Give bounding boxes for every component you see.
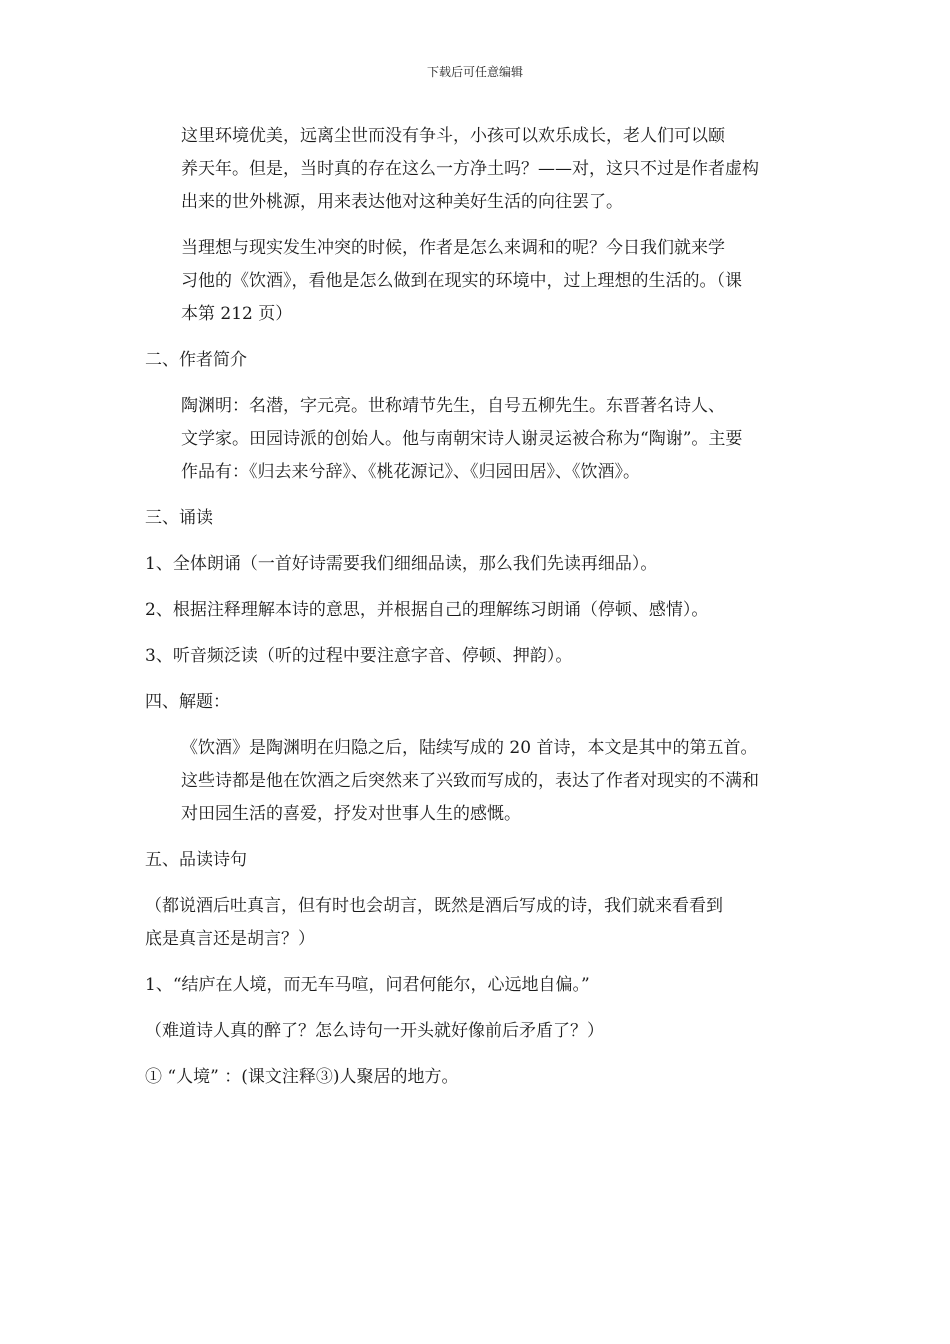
- text-line: 底是真言还是胡言？）: [145, 929, 315, 949]
- text-line: （难道诗人真的醉了？怎么诗句一开头就好像前后矛盾了？）: [145, 1021, 604, 1041]
- text-line: 四、解题：: [145, 692, 230, 712]
- text-line: 作品有：《归去来兮辞》、《桃花源记》、《归园田居》、《饮酒》。: [181, 462, 640, 482]
- text-line: 3、听音频泛读（听的过程中要注意字音、停顿、押韵）。: [145, 646, 573, 666]
- text-line: 出来的世外桃源，用来表达他对这种美好生活的向往罢了。: [181, 192, 623, 212]
- text-line: 三、诵读: [145, 508, 213, 528]
- text-line: 当理想与现实发生冲突的时候，作者是怎么来调和的呢？今日我们就来学: [181, 238, 725, 258]
- text-line: （都说酒后吐真言，但有时也会胡言，既然是酒后写成的诗，我们就来看看到: [145, 896, 723, 916]
- paragraph: [145, 732, 825, 831]
- text-line: ① “人境” ：(课文注释③)人聚居的地方。: [145, 1067, 459, 1087]
- section-heading: [145, 686, 825, 719]
- section-heading: [145, 844, 825, 877]
- paragraph: [145, 1061, 825, 1094]
- text-line: 这里环境优美，远离尘世而没有争斗，小孩可以欢乐成长，老人们可以颐: [181, 126, 725, 146]
- text-line: 本第 212 页）: [181, 304, 293, 324]
- paragraph: [145, 969, 825, 1002]
- section-heading: [145, 502, 825, 535]
- text-line: 五、品读诗句: [145, 850, 247, 870]
- paragraph: [145, 1015, 825, 1048]
- paragraph: [145, 548, 825, 581]
- text-line: 二、作者简介: [145, 350, 247, 370]
- text-line: 养天年。但是，当时真的存在这么一方净土吗？——对，这只不过是作者虚构: [181, 159, 759, 179]
- text-line: 《饮酒》是陶渊明在归隐之后，陆续写成的 20 首诗，本文是其中的第五首。: [181, 738, 758, 758]
- text-line: 陶渊明：名潜，字元亮。世称靖节先生，自号五柳先生。东晋著名诗人、: [181, 396, 725, 416]
- text-line: 1、“结庐在人境，而无车马喧，问君何能尔，心远地自偏。”: [145, 975, 590, 995]
- paragraph: [145, 890, 825, 956]
- text-line: 习他的《饮酒》，看他是怎么做到在现实的环境中，过上理想的生活的。（课: [181, 271, 742, 291]
- section-heading: [145, 344, 825, 377]
- text-line: 1、全体朗诵（一首好诗需要我们细细品读，那么我们先读再细品）。: [145, 554, 658, 574]
- paragraph: [145, 120, 825, 219]
- text-line: 对田园生活的喜爱，抒发对世事人生的感慨。: [181, 804, 521, 824]
- text-line: 2、根据注释理解本诗的意思，并根据自己的理解练习朗诵（停顿、感情）。: [145, 600, 709, 620]
- paragraph: [145, 232, 825, 331]
- paragraph: [145, 390, 825, 489]
- paragraph: [145, 594, 825, 627]
- document-body: [145, 120, 825, 1107]
- text-line: 文学家。田园诗派的创始人。他与南朝宋诗人谢灵运被合称为“陶谢”。主要: [181, 429, 743, 449]
- page-header: 下载后可任意编辑: [426, 65, 523, 79]
- text-line: 这些诗都是他在饮酒之后突然来了兴致而写成的，表达了作者对现实的不满和: [181, 771, 759, 791]
- paragraph: [145, 640, 825, 673]
